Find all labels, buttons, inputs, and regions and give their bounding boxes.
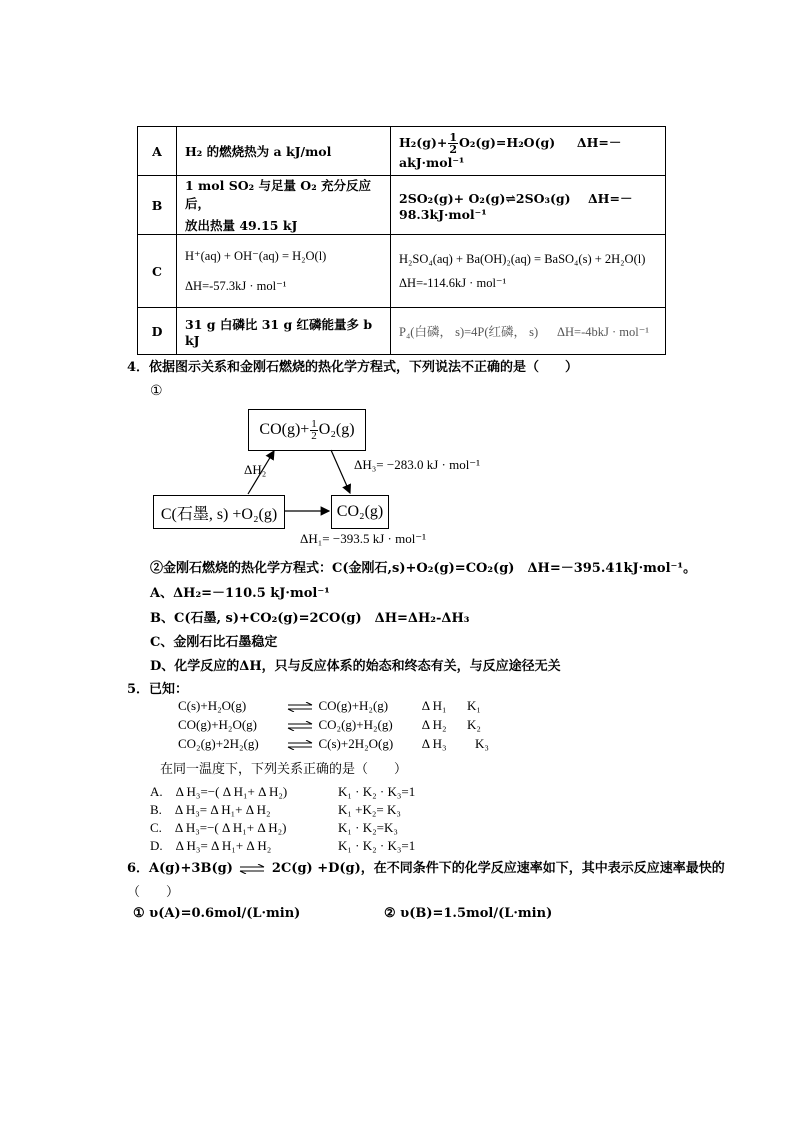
diagram-box-co2: CO₂(g)	[331, 495, 389, 529]
q6-option-1: ① υ(A)=0.6mol/(L·min)	[133, 906, 301, 921]
row-label: D	[138, 308, 177, 355]
row-label: B	[138, 176, 177, 235]
q4-marker-1: ①	[150, 383, 163, 399]
reaction-3: CO₂(g)+2H₂(g) C(s)+2H₂O(g) Δ H₃ K₃	[178, 736, 489, 751]
q5-option-c: C. Δ H₃=−( Δ H₁+ Δ H₂) K₁ · K₂=K₃	[150, 820, 398, 835]
q5-option-d: D. Δ H₃= Δ H₁+ Δ H₂ K₁ · K₂ · K₃=1	[150, 838, 416, 853]
row-statement: H₂ 的燃烧热为 a kJ/mol	[177, 127, 391, 176]
row-equation: H₂SO₄(aq) + Ba(OH)₂(aq) = BaSO₄(s) + 2H₂O(l) ΔH=-114.6kJ · mol⁻¹	[391, 235, 666, 308]
q4-stem: 4．依据图示关系和金刚石燃烧的热化学方程式，下列说法不正确的是（ ）	[127, 360, 579, 375]
q6-option-2: ② υ(B)=1.5mol/(L·min)	[384, 906, 553, 921]
diagram-box-co: CO(g)+ $\frac{1}{2}$ O₂(g)	[248, 409, 366, 451]
row-statement: H⁺(aq) + OH⁻(aq) = H₂O(l) ΔH=-57.3kJ · mol⁻¹	[177, 235, 391, 308]
q5-stem: 5．已知：	[127, 682, 189, 697]
q4-item-2: ②金刚石燃烧的热化学方程式：C(金刚石,s)+O₂(g)=CO₂(g) ΔH=－395.41kJ·mol⁻¹。	[150, 561, 697, 576]
label-dh2: ΔH₂	[244, 462, 267, 477]
q4-option-d: D、化学反应的ΔH，只与反应体系的始态和终态有关，与反应途径无关	[150, 659, 561, 674]
q6-answer-paren: （ ）	[127, 885, 180, 900]
row-statement: 1 mol SO₂ 与足量 O₂ 充分反应后， 放出热量 49.15 kJ	[177, 176, 391, 235]
q5-question: 在同一温度下，下列关系正确的是（ ）	[160, 761, 408, 776]
q5-option-a: A. Δ H₃=−( Δ H₁+ Δ H₂) K₁ · K₂ · K₃=1	[150, 784, 416, 799]
reaction-2: CO(g)+H₂O(g) CO₂(g)+H₂(g) Δ H₂ K₂	[178, 717, 481, 732]
equilibrium-arrow-icon	[287, 721, 313, 731]
row-equation: P₄(白磷， s)=4P(红磷， s) ΔH=-4bkJ · mol⁻¹	[391, 308, 666, 355]
label-dh3: ΔH₃= −283.0 kJ · mol⁻¹	[354, 457, 481, 472]
row-label: C	[138, 235, 177, 308]
equilibrium-arrow-icon	[287, 702, 313, 712]
q4-option-c: C、金刚石比石墨稳定	[150, 635, 278, 650]
reaction-1: C(s)+H₂O(g) CO(g)+H₂(g) Δ H₁ K₁	[178, 698, 481, 713]
equilibrium-arrow-icon	[239, 864, 265, 874]
row-equation: 2SO₂(g)+ O₂(g)⇌2SO₃(g) ΔH=－98.3kJ·mol⁻¹	[391, 176, 666, 235]
equilibrium-arrow-icon	[287, 740, 313, 750]
row-statement: 31 g 白磷比 31 g 红磷能量多 b kJ	[177, 308, 391, 355]
q4-option-b: B、C(石墨, s)+CO₂(g)=2CO(g) ΔH=ΔH₂-ΔH₃	[150, 611, 470, 626]
arrow-dh3	[331, 450, 350, 493]
q6-stem: 6．A(g)+3B(g) 2C(g) +D(g)，在不同条件下的化学反应速率如下，其中表示反应速率最快的	[127, 861, 725, 876]
label-dh1: ΔH₁= −393.5 kJ · mol⁻¹	[300, 531, 427, 546]
row-equation: H₂(g)+ $\frac{1}{2}$ O₂(g)=H₂O(g) ΔH=－akJ·mol⁻¹	[391, 127, 666, 176]
q4-option-a: A、ΔH₂=－110.5 kJ·mol⁻¹	[150, 586, 330, 601]
row-label: A	[138, 127, 177, 176]
q5-option-b: B. Δ H₃= Δ H₁+ Δ H₂ K₁ +K₂= K₃	[150, 802, 401, 817]
diagram-box-graphite: C(石墨, s) +O₂(g)	[153, 495, 285, 529]
